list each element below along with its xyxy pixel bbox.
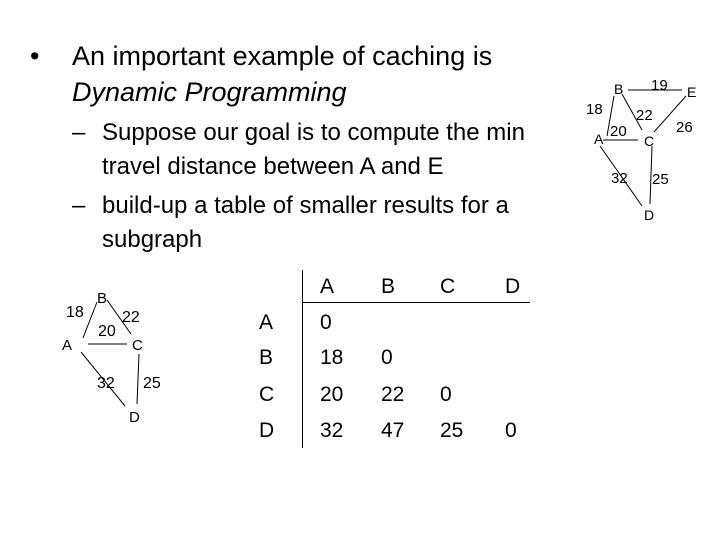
row-header: D (259, 419, 275, 442)
table-cell: 25 (440, 419, 464, 442)
sub-weight-a-b: 18 (66, 304, 84, 321)
distance-table (250, 268, 550, 453)
node-d: D (644, 207, 655, 223)
node-c: C (644, 133, 655, 149)
weight-a-c: 20 (610, 123, 627, 140)
table-cell: 0 (320, 311, 332, 334)
table-cell: 0 (440, 383, 452, 406)
sub-bullet-2-line-1: build-up a table of smaller results for a (102, 192, 509, 219)
table-cell: 47 (381, 419, 405, 442)
weight-b-e: 19 (651, 77, 668, 94)
col-header: D (505, 275, 521, 298)
row-header: C (259, 383, 275, 406)
col-header: B (381, 275, 396, 298)
sub-bullet-1-dash: – (72, 119, 86, 146)
full-graph (570, 70, 718, 230)
sub-node-a: A (62, 337, 73, 354)
sub-node-d: D (129, 409, 140, 426)
table-cell: 18 (320, 346, 344, 369)
bullet-line-1: An important example of caching is (72, 41, 493, 71)
sub-edge-a-b (83, 302, 97, 338)
weight-c-d: 25 (652, 171, 669, 188)
bullet-line-2: Dynamic Programming (72, 77, 347, 107)
sub-node-b: B (97, 290, 108, 307)
sub-bullet-1-line-2: travel distance between A and E (102, 153, 444, 180)
table-cell: 0 (505, 419, 517, 442)
table-vertical-rule (302, 270, 303, 448)
table-cell: 32 (320, 419, 344, 442)
weight-c-e: 26 (676, 119, 693, 136)
col-header: A (320, 275, 335, 298)
sub-weight-c-d: 25 (143, 375, 161, 392)
sub-node-c: C (132, 337, 143, 354)
node-b: B (614, 81, 624, 97)
sub-bullet-2-line-2: subgraph (102, 226, 203, 253)
row-header: B (259, 346, 274, 369)
sub-graph (55, 280, 190, 435)
sub-weight-b-c: 22 (122, 309, 140, 326)
sub-bullet-2-dash: – (72, 192, 86, 219)
table-cell: 0 (381, 346, 393, 369)
col-header: C (440, 275, 456, 298)
weight-b-c: 22 (636, 107, 653, 124)
bullet-symbol: • (30, 41, 40, 71)
table-cell: 22 (381, 383, 405, 406)
sub-edge-c-d (137, 354, 139, 404)
table-horizontal-rule (302, 302, 530, 303)
node-e: E (687, 84, 697, 100)
sub-weight-a-c: 20 (98, 323, 116, 340)
row-header: A (259, 311, 274, 334)
node-a: A (594, 131, 604, 147)
weight-a-b: 18 (586, 101, 603, 118)
sub-weight-a-d: 32 (97, 375, 115, 392)
sub-bullet-1-line-1: Suppose our goal is to compute the min (102, 119, 525, 146)
table-cell: 20 (320, 383, 344, 406)
weight-a-d: 32 (611, 170, 628, 187)
